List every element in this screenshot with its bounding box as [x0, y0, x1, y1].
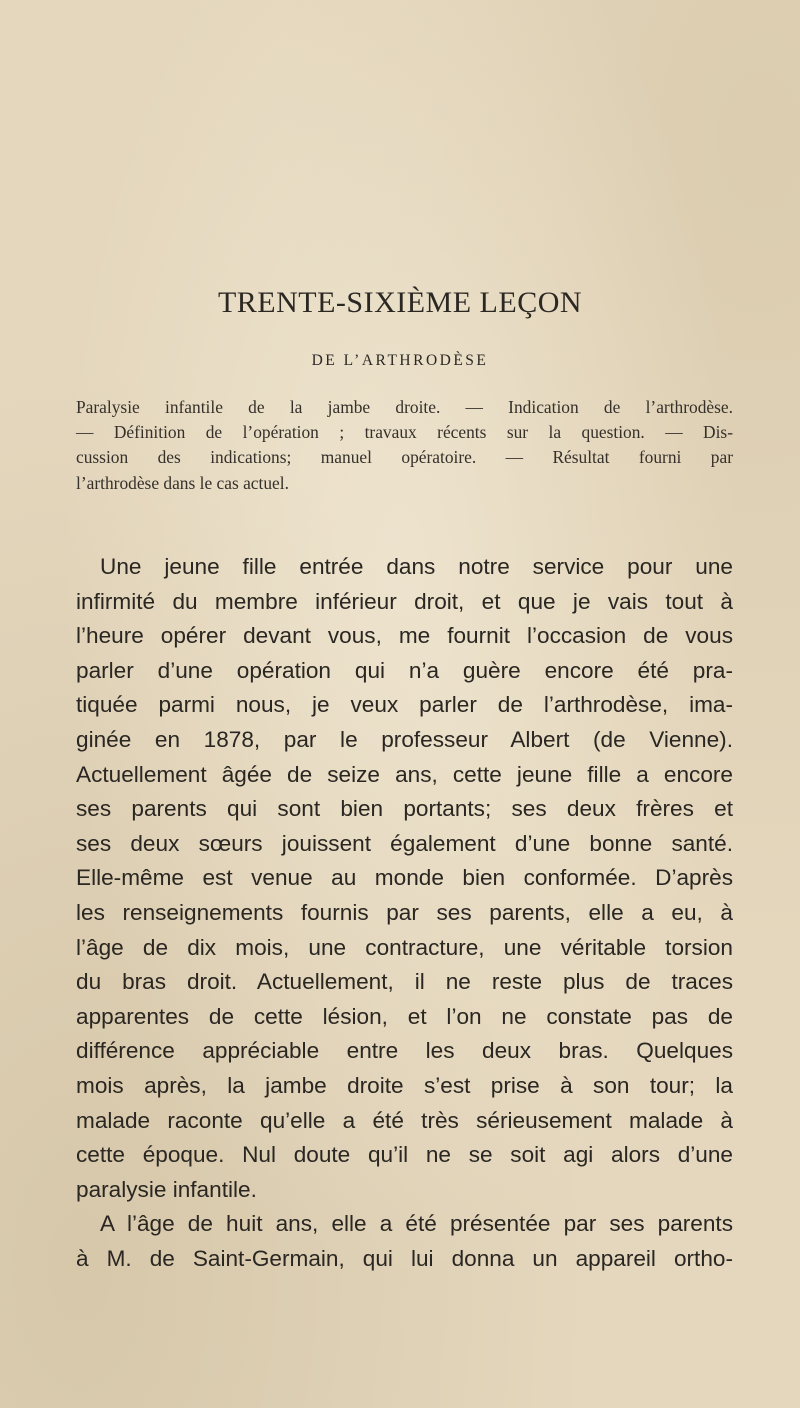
body-line: à M. de Saint-Germain, qui lui donna un appareil ortho-: [76, 1245, 733, 1271]
body-line: parler d’une opération qui n’a guère encore été pra-: [76, 657, 733, 683]
summary-line: l’arthrodèse dans le cas actuel.: [76, 472, 289, 493]
body-line: l’heure opérer devant vous, me fournit l’occasion de vous: [76, 623, 733, 649]
body-line: ses parents qui sont bien portants; ses deux frères et: [76, 796, 733, 822]
body-line: malade raconte qu’elle a été très sérieusement malade à: [76, 1107, 733, 1133]
chapter-summary: [76, 395, 733, 496]
body-line: ses deux sœurs jouissent également d’une bonne santé.: [76, 830, 733, 856]
body-line: ginée en 1878, par le professeur Albert (de Vienne).: [76, 726, 733, 752]
chapter-title: TRENTE-SIXIÈME LEÇON: [217, 286, 583, 319]
body-line: apparentes de cette lésion, et l’on ne constate pas de: [76, 1003, 733, 1029]
body-text: [76, 550, 733, 1276]
body-line: infirmité du membre inférieur droit, et que je vais tout à: [76, 588, 733, 614]
summary-line: — Définition de l’opération ; travaux récents sur la question. — Dis-: [76, 422, 733, 443]
summary-line: Paralysie infantile de la jambe droite. — Indication de l’arthrodèse.: [76, 397, 733, 417]
chapter-subtitle: DE L’ARTHRODÈSE: [311, 352, 489, 369]
body-line: Actuellement âgée de seize ans, cette jeune fille a encore: [76, 761, 733, 787]
body-line: mois après, la jambe droite s’est prise à son tour; la: [76, 1072, 733, 1098]
body-line: Une jeune fille entrée dans notre service pour une: [100, 554, 733, 579]
body-line: paralysie infantile.: [76, 1176, 257, 1202]
body-line: Elle-même est venue au monde bien conformée. D’après: [76, 865, 733, 891]
body-line: cette époque. Nul doute qu’il ne se soit agi alors d’une: [76, 1142, 733, 1168]
summary-line: cussion des indications; manuel opératoire. — Résultat fourni par: [76, 447, 733, 468]
body-line: A l’âge de huit ans, elle a été présentée par ses parents: [100, 1211, 733, 1237]
body-line: tiquée parmi nous, je veux parler de l’arthrodèse, ima-: [76, 692, 733, 718]
body-line: du bras droit. Actuellement, il ne reste plus de traces: [76, 969, 733, 995]
body-line: différence appréciable entre les deux bras. Quelques: [76, 1038, 733, 1064]
body-line: les renseignements fournis par ses parents, elle a eu, à: [76, 899, 733, 925]
body-line: l’âge de dix mois, une contracture, une véritable torsion: [76, 934, 733, 960]
